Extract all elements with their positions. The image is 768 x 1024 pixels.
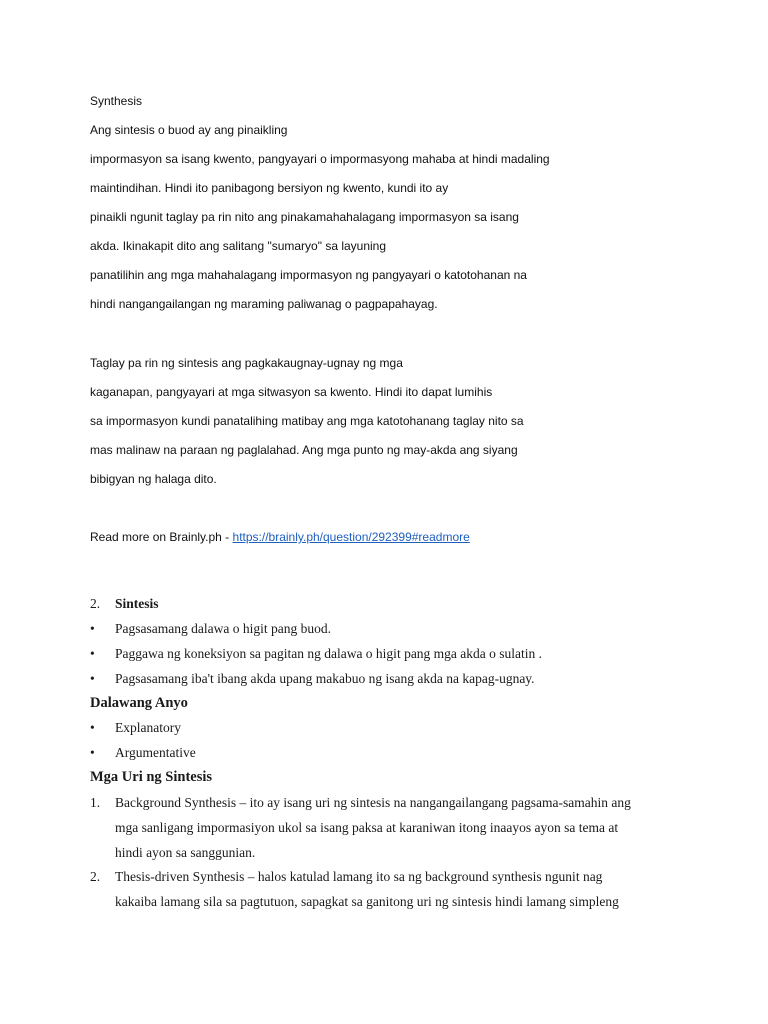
list-item-line: Thesis-driven Synthesis – halos katulad lamang ito sa ng background synthesis ngunit nag [115, 869, 603, 884]
read-more-label: Read more on Brainly.ph - [90, 530, 233, 544]
paragraph-line: pinaikli ngunit taglay pa rin nito ang pinakamahahalagang impormasyon sa isang [90, 210, 519, 224]
list-item: Pagsasamang iba't ibang akda upang makabuo ng isang akda na kapag-ugnay. [115, 671, 535, 686]
paragraph-line: Ang sintesis o buod ay ang pinaikling [90, 123, 288, 137]
section-title: Sintesis [115, 596, 159, 611]
bullet-icon: • [90, 646, 95, 661]
paragraph-line: kaganapan, pangyayari at mga sitwasyon sa kwento. Hindi ito dapat lumihis [90, 385, 493, 399]
types-heading: Mga Uri ng Sintesis [90, 769, 213, 785]
list-item-line: kakaiba lamang sila sa pagtutuon, sapagkat sa ganitong uri ng sintesis hindi lamang simpleng [115, 894, 619, 909]
list-item: Paggawa ng koneksiyon sa pagitan ng dalawa o higit pang mga akda o sulatin . [115, 646, 543, 661]
paragraph-line: hindi nangangailangan ng maraming paliwanag o pagpapahayag. [90, 297, 438, 311]
list-number: 1. [90, 795, 101, 810]
list-item: Explanatory [115, 720, 181, 735]
paragraph-line: akda. Ikinakapit dito ang salitang "sumaryo" sa layuning [90, 239, 387, 253]
paragraph-line: sa impormasyon kundi panatalihing matibay ang mga katotohanang taglay nito sa [90, 414, 524, 428]
bullet-icon: • [90, 745, 95, 760]
list-item: Pagsasamang dalawa o higit pang buod. [115, 621, 331, 636]
list-item-line: hindi ayon sa sanggunian. [115, 845, 256, 860]
paragraph-line: mas malinaw na paraan ng paglalahad. Ang mga punto ng may-akda ang siyang [90, 443, 518, 457]
bullet-icon: • [90, 621, 95, 636]
list-item-line: mga sanligang impormasiyon ukol sa isang paksa at karaniwan itong inaayos ayon sa tema at [115, 820, 619, 835]
list-number: 2. [90, 869, 101, 884]
paragraph-line: bibigyan ng halaga dito. [90, 472, 217, 486]
section-number: 2. [90, 596, 101, 611]
list-item-line: Background Synthesis – ito ay isang uri ng sintesis na nangangailangang pagsama-samahin ang [115, 795, 631, 810]
read-more-link[interactable]: https://brainly.ph/question/292399#readmore [232, 530, 470, 544]
paragraph-line: Taglay pa rin ng sintesis ang pagkakaugnay-ugnay ng mga [90, 356, 403, 370]
list-item: Argumentative [115, 745, 196, 760]
read-more-line [90, 531, 470, 543]
paragraph-line: impormasyon sa isang kwento, pangyayari o impormasyong mahaba at hindi madaling [90, 152, 550, 166]
document-title: Synthesis [90, 94, 143, 108]
forms-heading: Dalawang Anyo [90, 695, 188, 711]
bullet-icon: • [90, 671, 95, 686]
paragraph-line: maintindihan. Hindi ito panibagong bersiyon ng kwento, kundi ito ay [90, 181, 449, 195]
paragraph-line: panatilihin ang mga mahahalagang impormasyon ng pangyayari o katotohanan na [90, 268, 527, 282]
bullet-icon: • [90, 720, 95, 735]
